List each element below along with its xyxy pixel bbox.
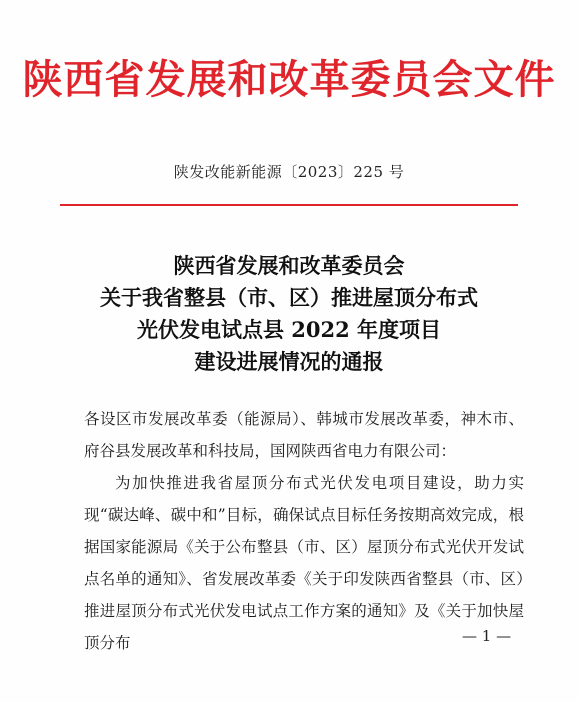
document-body	[84, 403, 524, 659]
masthead-title: 陕西省发展和改革委员会文件	[22, 56, 556, 103]
addressee-paragraph: 各设区市发展改革委（能源局）、韩城市发展改革委，神木市、府谷县发展改革和科技局，国网陕西省电力有限公司：	[84, 410, 524, 460]
page-number: — 1 —	[462, 627, 512, 645]
document-title	[0, 250, 578, 378]
title-line-3: 光伏发电试点县 2022 年度项目	[136, 317, 442, 342]
red-divider-line	[60, 204, 518, 206]
body-paragraph-1: 为加快推进我省屋顶分布式光伏发电项目建设，助力实现“碳达峰、碳中和”目标，确保试点目标任务按期高效完成，根据国家能源局《关于公布整县（市、区）屋顶分布式光伏开发试点名单的通知》、省发展改革委《关于印发陕西省整县（市、区）推进屋顶分布式光伏发电试点工作方案的通知》及《关于加快屋顶分布	[84, 474, 524, 652]
document-number: 陕发改能新能源〔2023〕225 号	[173, 163, 405, 181]
title-line-4: 建设进展情况的通报	[194, 349, 384, 374]
title-line-1: 陕西省发展和改革委员会	[173, 253, 405, 278]
title-line-2: 关于我省整县（市、区）推进屋顶分布式	[100, 285, 478, 310]
